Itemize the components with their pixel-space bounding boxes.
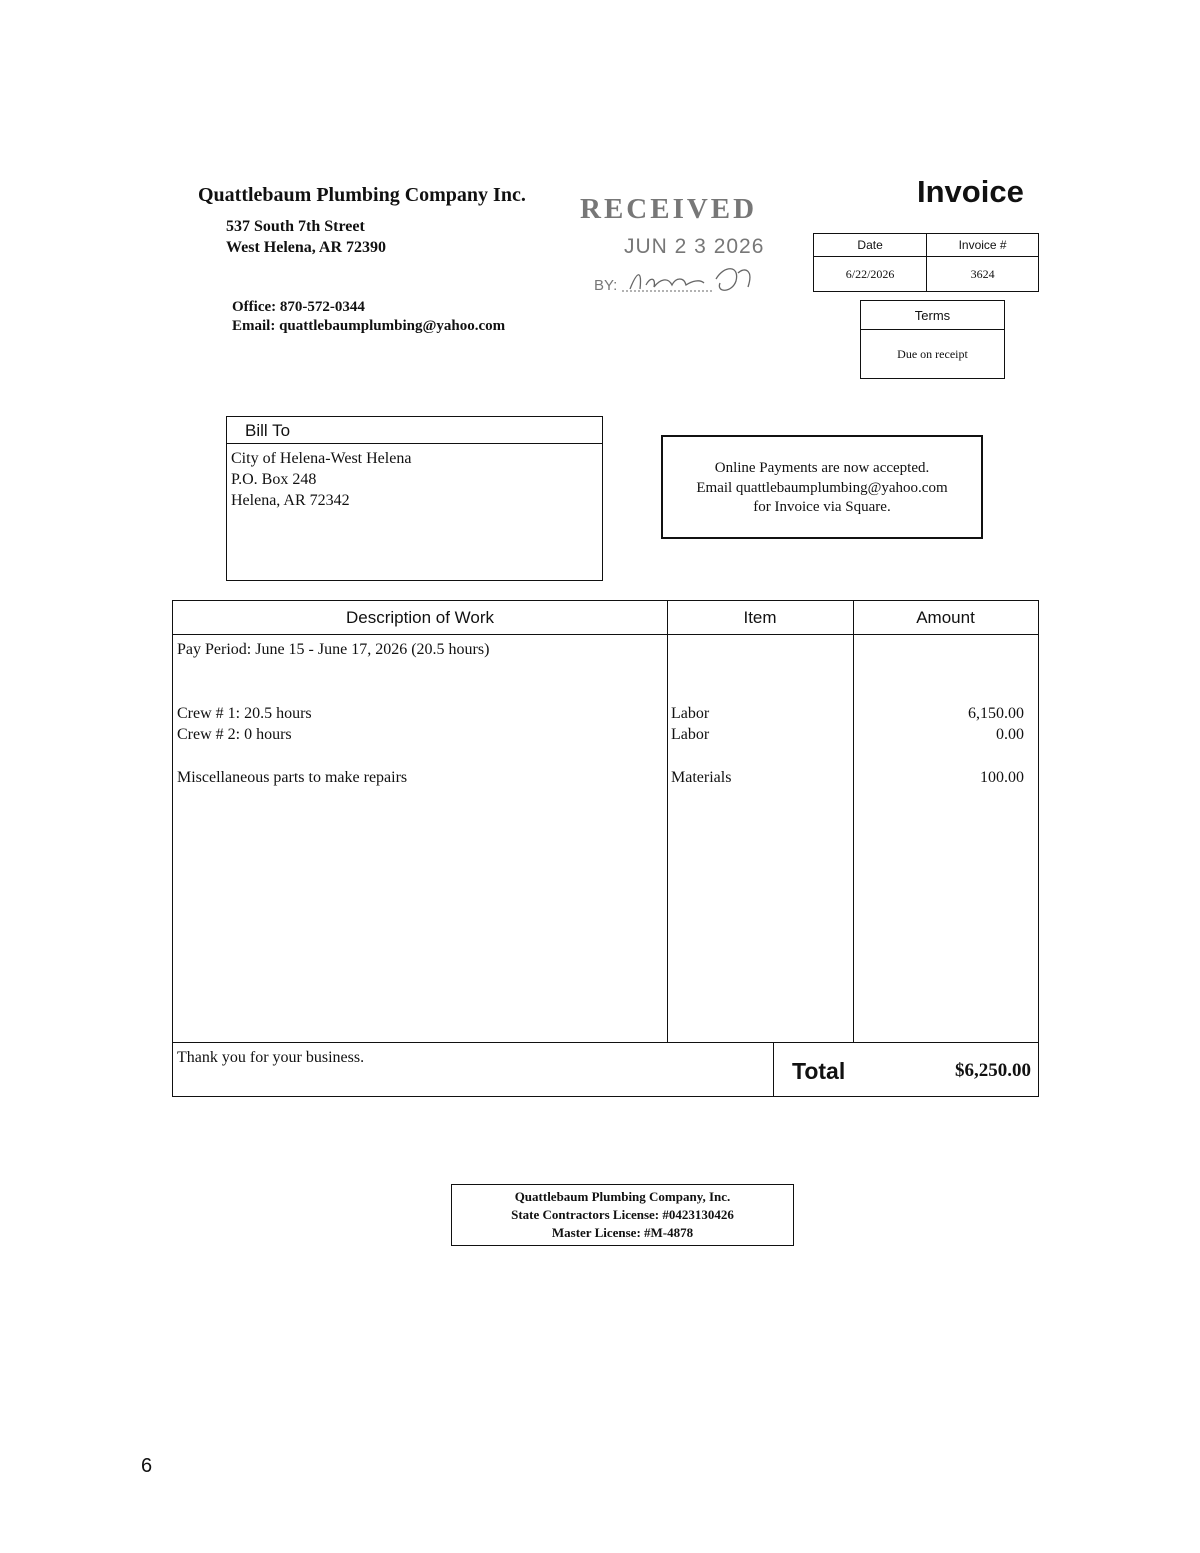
license-line: Quattlebaum Plumbing Company, Inc. xyxy=(514,1189,731,1204)
header-divider xyxy=(173,634,1038,635)
line-items-table xyxy=(172,600,1039,1097)
total-amount: $6,250.00 xyxy=(955,1060,1031,1081)
notice-line: Email quattlebaumplumbing@yahoo.com xyxy=(696,479,948,496)
terms-table xyxy=(860,300,1005,379)
company-address-line1: 537 South 7th Street xyxy=(226,218,365,235)
bill-to-line: P.O. Box 248 xyxy=(231,471,317,488)
license-line: Master License: #M-4878 xyxy=(551,1225,694,1240)
date-header: Date xyxy=(814,234,927,257)
bill-to-label: Bill To xyxy=(227,417,602,444)
table-row-description: Crew # 2: 0 hours xyxy=(177,726,292,743)
stamp-date: JUN 2 3 2026 xyxy=(624,235,765,258)
bill-to-line: City of Helena-West Helena xyxy=(231,450,412,467)
notice-line: Online Payments are now accepted. xyxy=(714,460,930,476)
table-row-description: Crew # 1: 20.5 hours xyxy=(177,705,312,722)
amount-column-header: Amount xyxy=(916,608,975,627)
stamp-signature xyxy=(620,259,770,299)
company-name: Quattlebaum Plumbing Company Inc. xyxy=(198,184,526,206)
license-box xyxy=(451,1184,794,1246)
notice-line: for Invoice via Square. xyxy=(753,499,891,515)
total-divider xyxy=(773,1042,774,1097)
pay-period: Pay Period: June 15 - June 17, 2026 (20.5 hours) xyxy=(177,641,490,658)
terms-header: Terms xyxy=(861,301,1005,330)
table-row-description: Miscellaneous parts to make repairs xyxy=(177,769,408,786)
footer-divider xyxy=(173,1042,1038,1043)
company-email: Email: quattlebaumplumbing@yahoo.com xyxy=(232,318,506,334)
invoice-title: Invoice xyxy=(917,174,1024,209)
stamp-received-text: RECEIVED xyxy=(580,193,758,225)
table-row-amount: 6,150.00 xyxy=(968,705,1024,722)
table-row-amount: 0.00 xyxy=(996,726,1024,743)
total-label: Total xyxy=(792,1058,846,1084)
bill-to-line: Helena, AR 72342 xyxy=(231,492,350,509)
company-address-line2: West Helena, AR 72390 xyxy=(226,239,386,256)
company-office-phone: Office: 870-572-0344 xyxy=(232,299,365,315)
received-stamp xyxy=(580,193,770,305)
invoice-number-header: Invoice # xyxy=(927,234,1039,257)
table-row-amount: 100.00 xyxy=(980,769,1024,786)
column-divider xyxy=(667,601,668,1042)
date-invoice-table xyxy=(813,233,1039,292)
bill-to-box xyxy=(226,416,603,581)
invoice-number-value: 3624 xyxy=(927,257,1039,292)
stamp-by-label: BY: xyxy=(594,277,618,294)
thank-you-note: Thank you for your business. xyxy=(177,1049,365,1066)
page-number: 6 xyxy=(141,1455,153,1477)
item-column-header: Item xyxy=(743,608,777,627)
license-line: State Contractors License: #0423130426 xyxy=(511,1207,734,1222)
table-row-item: Labor xyxy=(671,726,710,743)
date-value: 6/22/2026 xyxy=(814,257,927,292)
column-divider xyxy=(853,601,854,1042)
table-row-item: Labor xyxy=(671,705,710,722)
description-column-header: Description of Work xyxy=(345,608,494,627)
table-row-item: Materials xyxy=(671,769,732,786)
online-payments-notice xyxy=(661,435,983,539)
terms-value: Due on receipt xyxy=(861,330,1005,379)
